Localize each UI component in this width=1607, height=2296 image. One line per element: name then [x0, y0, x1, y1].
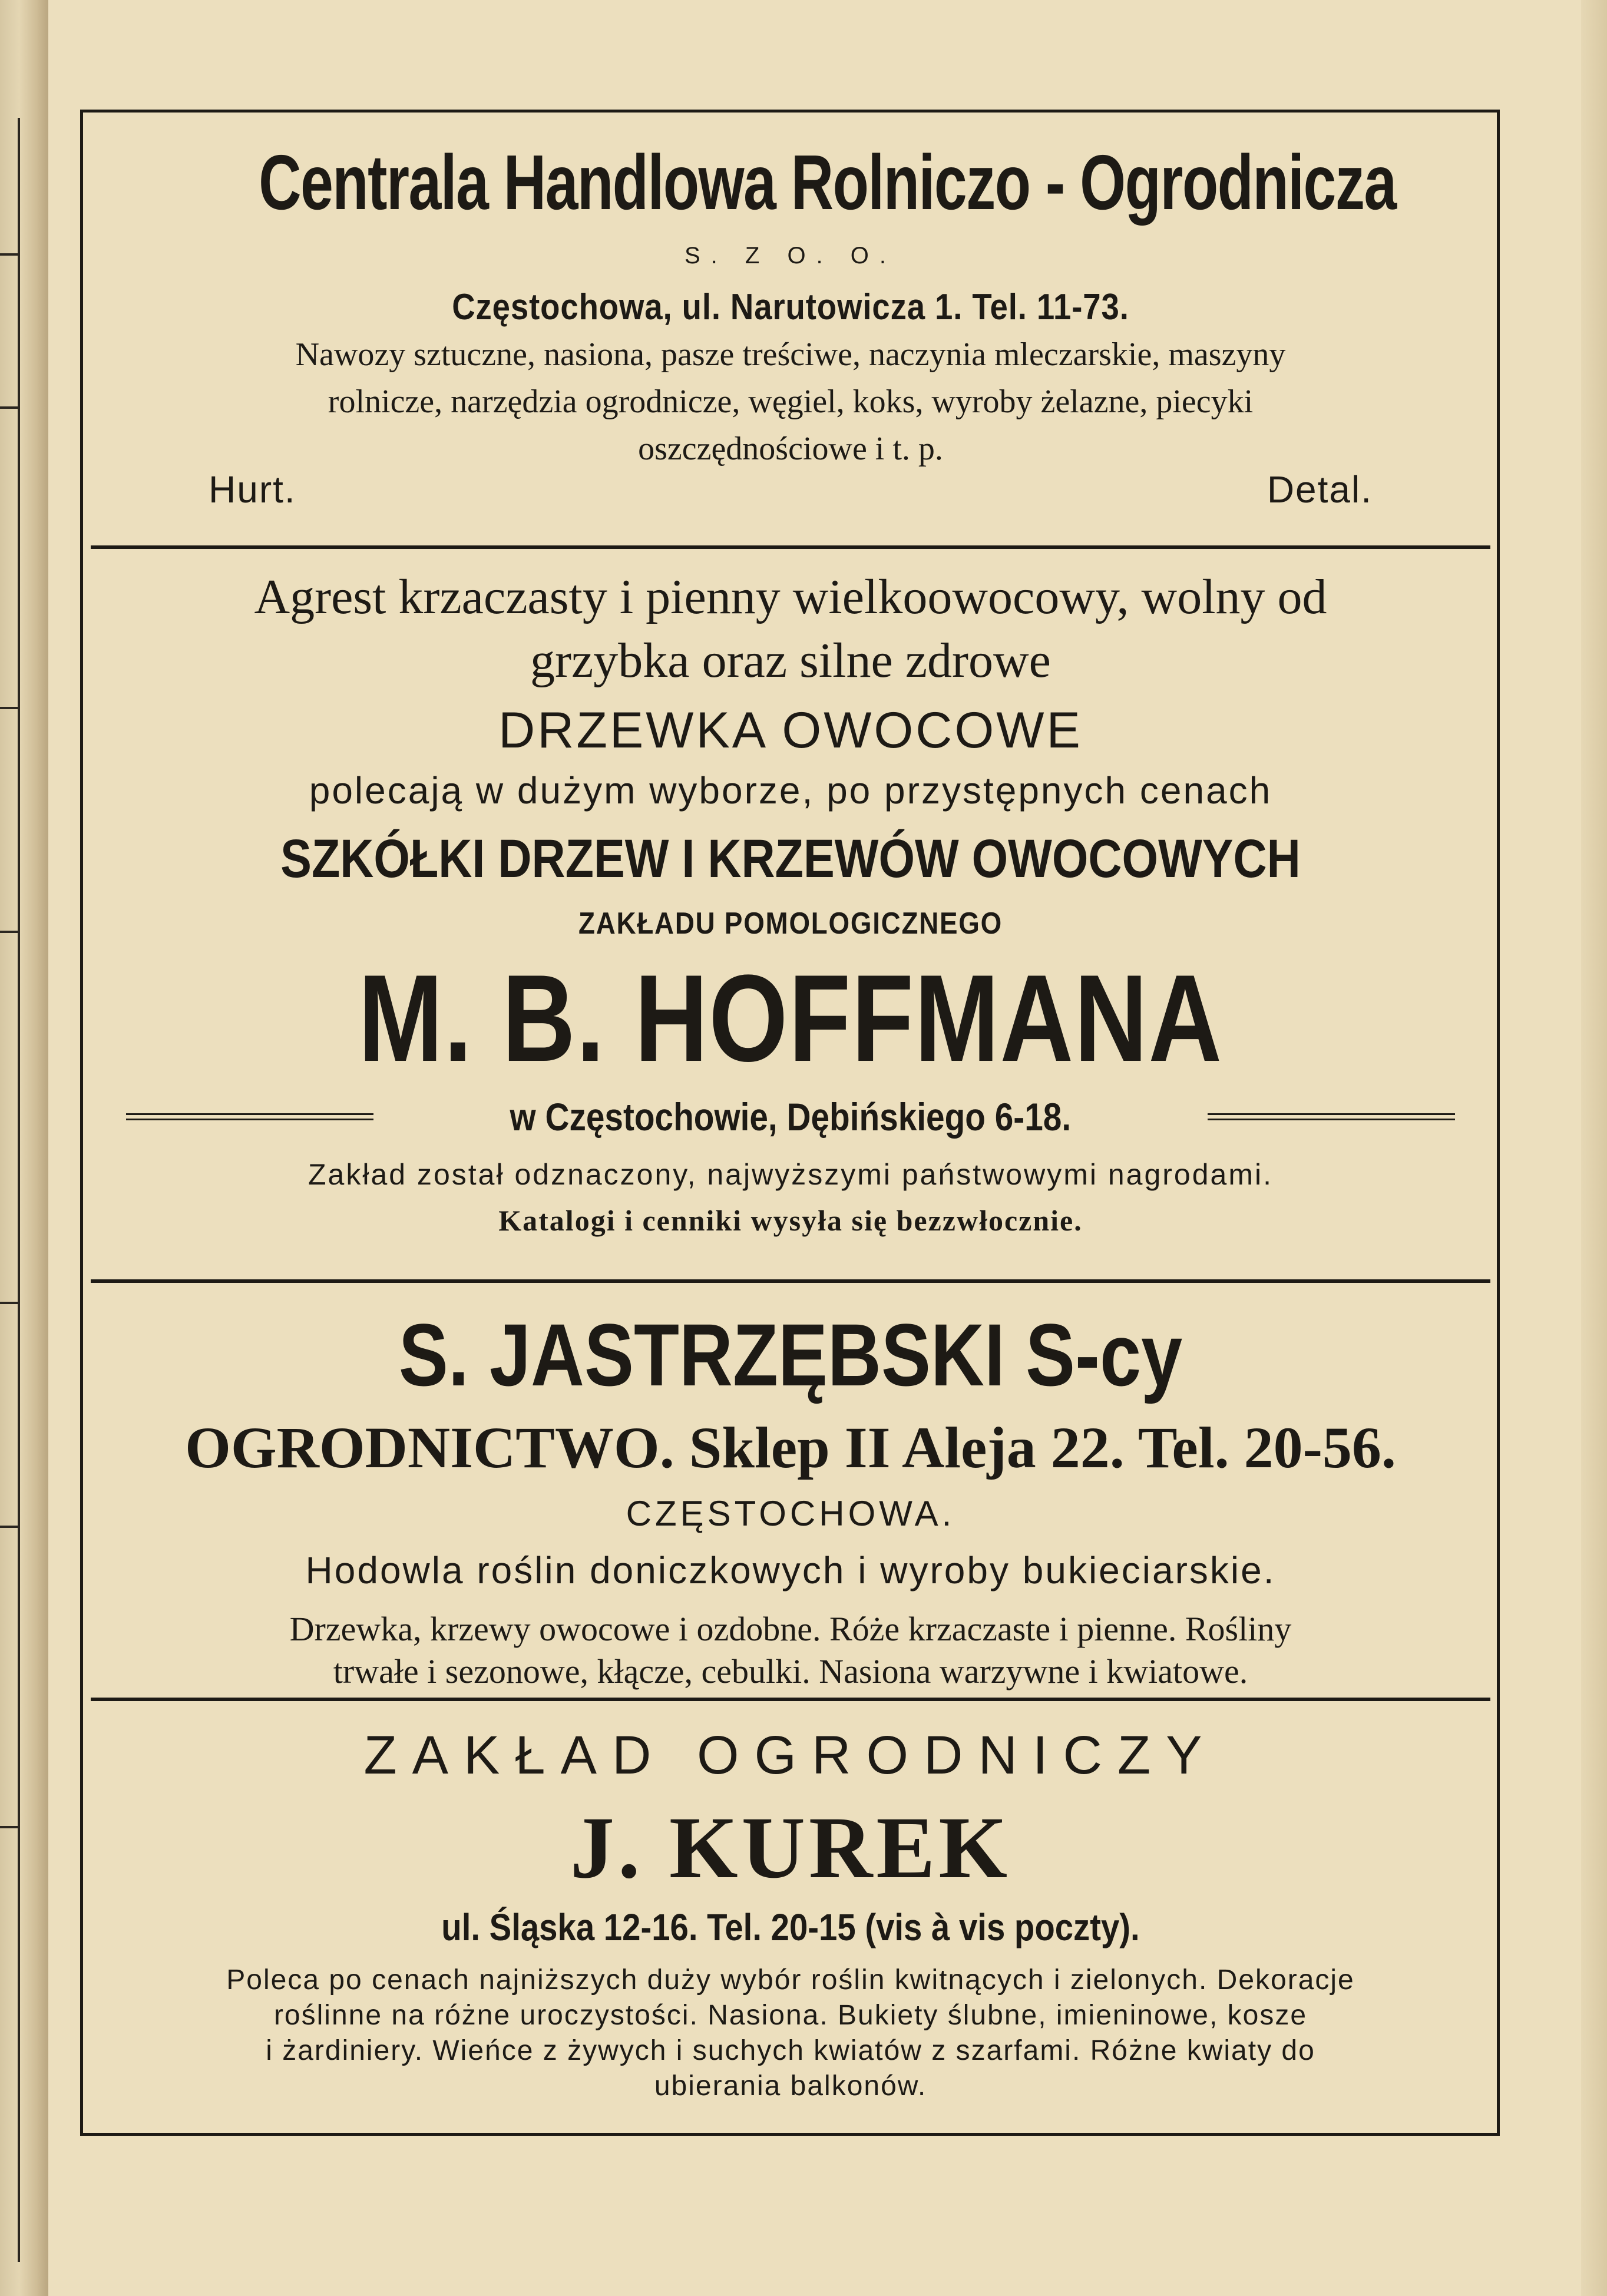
- ad-title: Centrala Handlowa Rolniczo - Ogrodnicza: [259, 139, 1396, 226]
- ad-breeding-line: Hodowla roślin doniczkowych i wyroby bukieciarskie.: [305, 1549, 1276, 1592]
- ad-company-name: M. B. HOFFMANA: [358, 949, 1223, 1087]
- ad-shop-line: OGRODNICTWO. Sklep II Aleja 22. Tel. 20-56.: [185, 1415, 1396, 1480]
- spine-border-line: [18, 118, 20, 2262]
- spine-tick: [0, 707, 18, 709]
- ad-recommend-line: polecają w dużym wyborze, po przystępnych cenach: [309, 769, 1272, 812]
- ad-description-line: roślinne na różne uroczystości. Nasiona. Bukiety ślubne, imieninowe, kosze: [273, 2000, 1308, 2031]
- ad-description-line: Nawozy sztuczne, nasiona, pasze treściwe, naczynia mleczarskie, maszyny: [295, 336, 1286, 373]
- ad-heading: ZAKŁAD OGRODNICZY: [363, 1725, 1218, 1785]
- ad-institute: ZAKŁADU POMOLOGICZNEGO: [578, 907, 1003, 941]
- ad-company-name: J. KUREK: [570, 1799, 1011, 1897]
- ad-address: Częstochowa, ul. Narutowicza 1. Tel. 11-73.: [452, 287, 1129, 327]
- ad-heading: DRZEWKA OWOCOWE: [498, 702, 1083, 759]
- ad-description-line: i żardiniery. Wieńce z żywych i suchych kwiatów z szarfami. Różne kwiaty do: [266, 2035, 1315, 2066]
- ad-description-line: Drzewka, krzewy owocowe i ozdobne. Róże krzaczaste i pienne. Rośliny: [289, 1610, 1292, 1648]
- double-rule-right: [1208, 1113, 1455, 1120]
- ad-company-name: S. JASTRZĘBSKI S-cy: [398, 1305, 1183, 1404]
- ad-address: ul. Śląska 12-16. Tel. 20-15 (vis à vis poczty).: [441, 1906, 1140, 1948]
- wholesale-label: Hurt.: [209, 468, 296, 511]
- ad-awards-line: Zakład został odznaczony, najwyższymi państwowymi nagrodami.: [307, 1158, 1273, 1191]
- page-right-edge: [1581, 0, 1607, 2296]
- ad-description-line: rolnicze, narzędzia ogrodnicze, węgiel, koks, wyroby żelazne, piecyki: [328, 383, 1254, 420]
- double-rule-left: [126, 1113, 373, 1120]
- ad-description-line: ubierania balkonów.: [654, 2070, 927, 2102]
- ad-hoffman: [91, 565, 1490, 1243]
- ad-intro-line: Agrest krzaczasty i pienny wielkoowocowy, wolny od: [254, 570, 1327, 624]
- section-divider: [91, 1279, 1490, 1283]
- ad-kurek: [91, 1720, 1490, 2104]
- section-divider: [91, 545, 1490, 549]
- spine-tick: [0, 1302, 18, 1304]
- section-divider: [91, 1698, 1490, 1701]
- address-row: [91, 1089, 1490, 1145]
- ad-intro-line: grzybka oraz silne zdrowe: [530, 633, 1051, 688]
- ad-centrala-handlowa: [91, 135, 1490, 509]
- ad-city: CZĘSTOCHOWA.: [626, 1494, 955, 1533]
- sales-type-row: [91, 468, 1490, 509]
- spine-tick: [0, 253, 18, 256]
- ad-catalog-line: Katalogi i cenniki wysyła się bezzwłocznie.: [498, 1204, 1083, 1237]
- ad-description-line: trwałe i sezonowe, kłącze, cebulki. Nasiona warzywne i kwiatowe.: [333, 1652, 1248, 1690]
- retail-label: Detal.: [1267, 468, 1373, 511]
- legal-form: S. Z O. O.: [684, 243, 897, 269]
- spine-tick: [0, 931, 18, 933]
- ad-description-line: Poleca po cenach najniższych duży wybór roślin kwitnących i zielonych. Dekoracje: [226, 1964, 1355, 1996]
- spine-tick: [0, 1526, 18, 1528]
- spine-tick: [0, 1826, 18, 1828]
- page-spine: [0, 0, 48, 2296]
- ad-address: w Częstochowie, Dębińskiego 6-18.: [510, 1095, 1072, 1139]
- spine-tick: [0, 406, 18, 409]
- ad-nursery-name: SZKÓŁKI DRZEW I KRZEWÓW OWOCOWYCH: [280, 829, 1301, 889]
- ad-jastrzebski: [91, 1302, 1490, 1693]
- ad-description-line: oszczędnościowe i t. p.: [638, 431, 943, 467]
